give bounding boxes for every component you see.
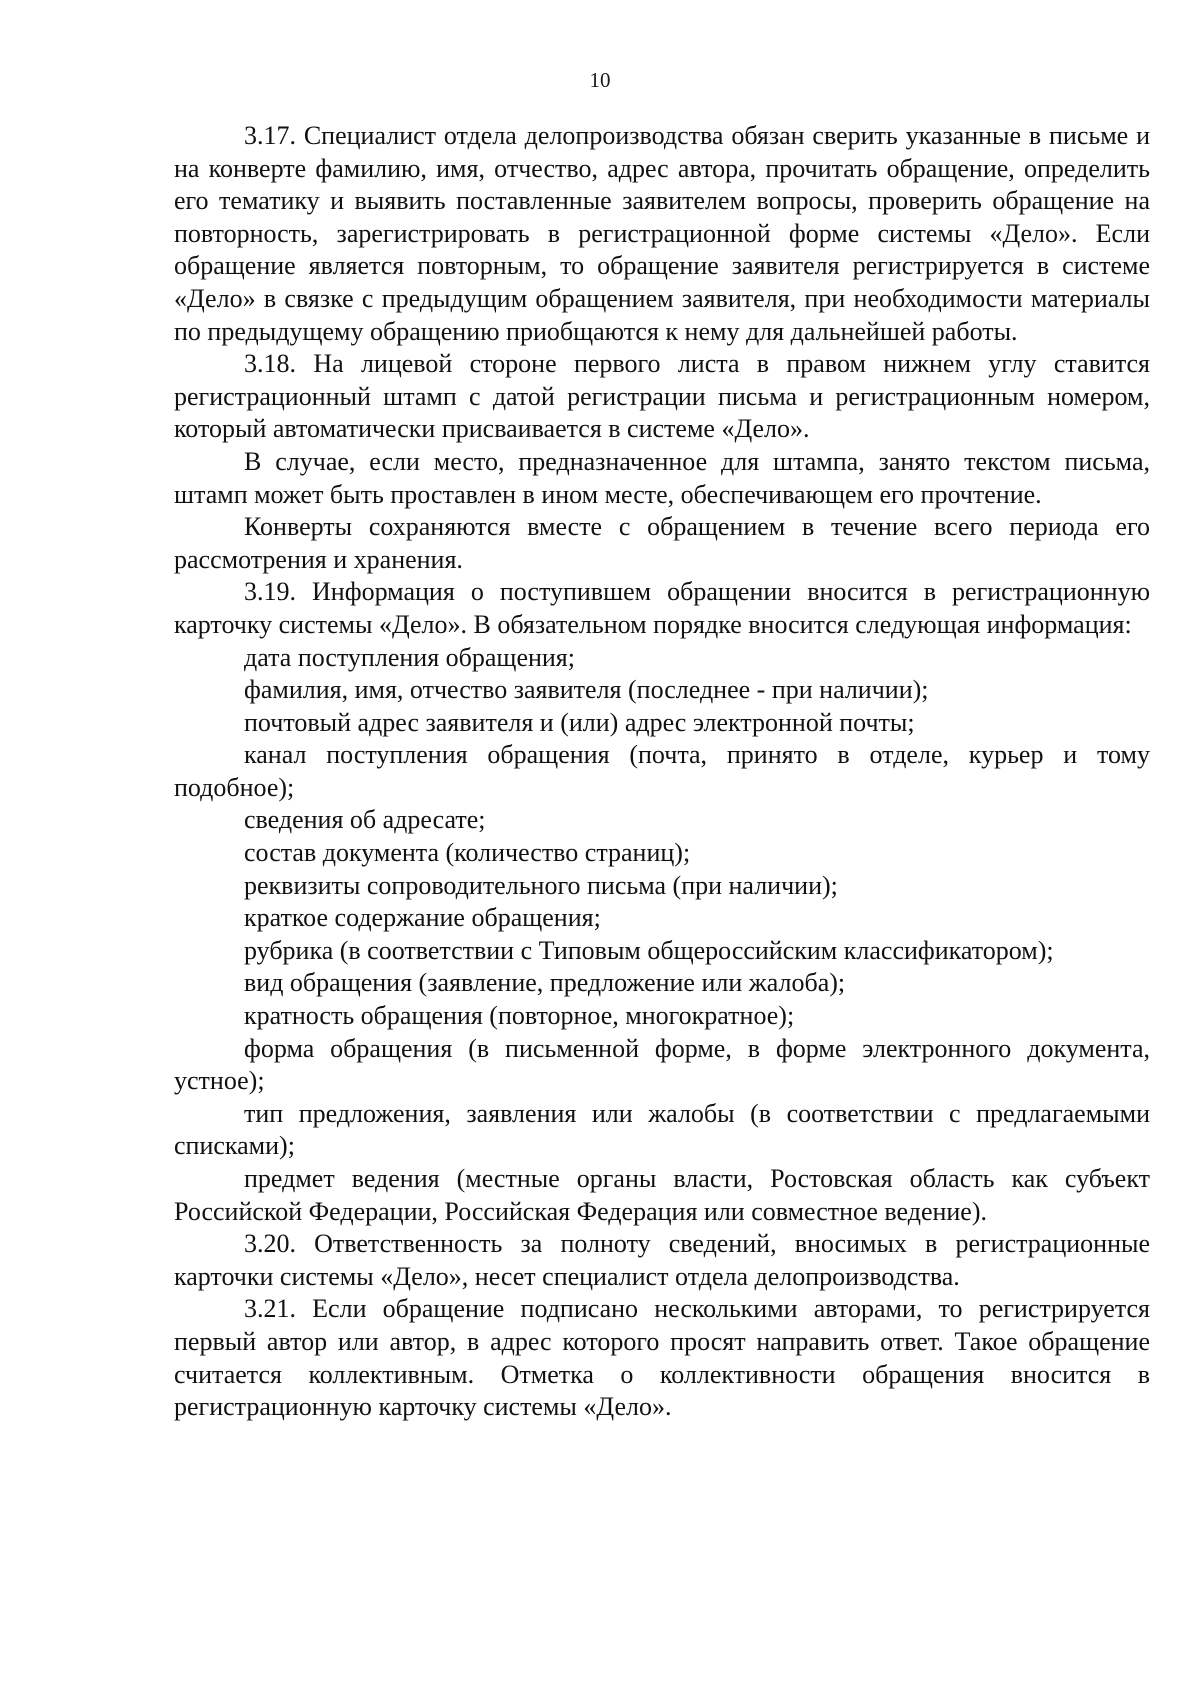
list-item: реквизиты сопроводительного письма (при наличии); bbox=[244, 870, 838, 900]
list-item: кратность обращения (повторное, многократное); bbox=[244, 1001, 795, 1031]
list-item: предмет ведения (местные органы власти, Ростовская область как субъект Российской Федерации, Российская Федерация или совместное ведение). bbox=[174, 1164, 1150, 1226]
list-item: рубрика (в соответствии с Типовым общероссийским классификатором); bbox=[244, 935, 1054, 965]
list-item: сведения об адресате; bbox=[244, 805, 486, 835]
page-number: 10 bbox=[589, 68, 611, 92]
paragraph-3-19: 3.19. Информация о поступившем обращении вносится в регистрационную карточку системы «Дело». В обязательном порядке вносится следующая информация: bbox=[174, 577, 1150, 639]
list-item: дата поступления обращения; bbox=[244, 642, 575, 672]
list-item: краткое содержание обращения; bbox=[244, 903, 601, 933]
list-item: состав документа (количество страниц); bbox=[244, 838, 691, 868]
paragraph-envelopes: Конверты сохраняются вместе с обращением в течение всего периода его рассмотрения и хранения. bbox=[174, 512, 1150, 574]
list-item: тип предложения, заявления или жалобы (в соответствии с предлагаемыми списками); bbox=[174, 1098, 1150, 1161]
paragraph-3-20: 3.20. Ответственность за полноту сведений, вносимых в регистрационные карточки системы «Дело», несет специалист отдела делопроизводства. bbox=[174, 1229, 1150, 1291]
paragraph-3-17: 3.17. Специалист отдела делопроизводства обязан сверить указанные в письме и на конверте фамилию, имя, отчество, адрес автора, прочитать обращение, определить его тематику и выявить поставленные заявителем вопросы, проверить обращение на повторность, зарегистрировать в регистрационной форме системы «Дело». Если обращение является повторным, то обращение заявителя регистрируется в системе «Дело» в связке с предыдущим обращением заявителя, при необходимости материалы по предыдущему обращению приобщаются к нему для дальнейшей работы. bbox=[174, 121, 1150, 346]
list-item: фамилия, имя, отчество заявителя (последнее - при наличии); bbox=[244, 675, 929, 705]
paragraph-3-18: 3.18. На лицевой стороне первого листа в правом нижнем углу ставится регистрационный штамп с датой регистрации письма и регистрационным номером, который автоматически присваивается в системе «Дело». bbox=[174, 349, 1150, 444]
list-item: почтовый адрес заявителя и (или) адрес электронной почты; bbox=[244, 707, 915, 737]
document-body bbox=[174, 120, 1150, 1424]
required-info-list bbox=[174, 642, 1150, 1229]
list-item: форма обращения (в письменной форме, в форме электронного документа, устное); bbox=[174, 1033, 1150, 1096]
paragraph-stamp-placement: В случае, если место, предназначенное для штампа, занято текстом письма, штамп может быть проставлен в ином месте, обеспечивающем его прочтение. bbox=[174, 446, 1150, 509]
list-item: канал поступления обращения (почта, принято в отделе, курьер и тому подобное); bbox=[174, 740, 1150, 802]
list-item: вид обращения (заявление, предложение или жалоба); bbox=[244, 968, 846, 998]
paragraph-3-21: 3.21. Если обращение подписано несколькими авторами, то регистрируется первый автор или автор, в адрес которого просят направить ответ. Такое обращение считается коллективным. Отметка о коллективности обращения вносится в регистрационную карточку системы «Дело». bbox=[174, 1294, 1150, 1422]
